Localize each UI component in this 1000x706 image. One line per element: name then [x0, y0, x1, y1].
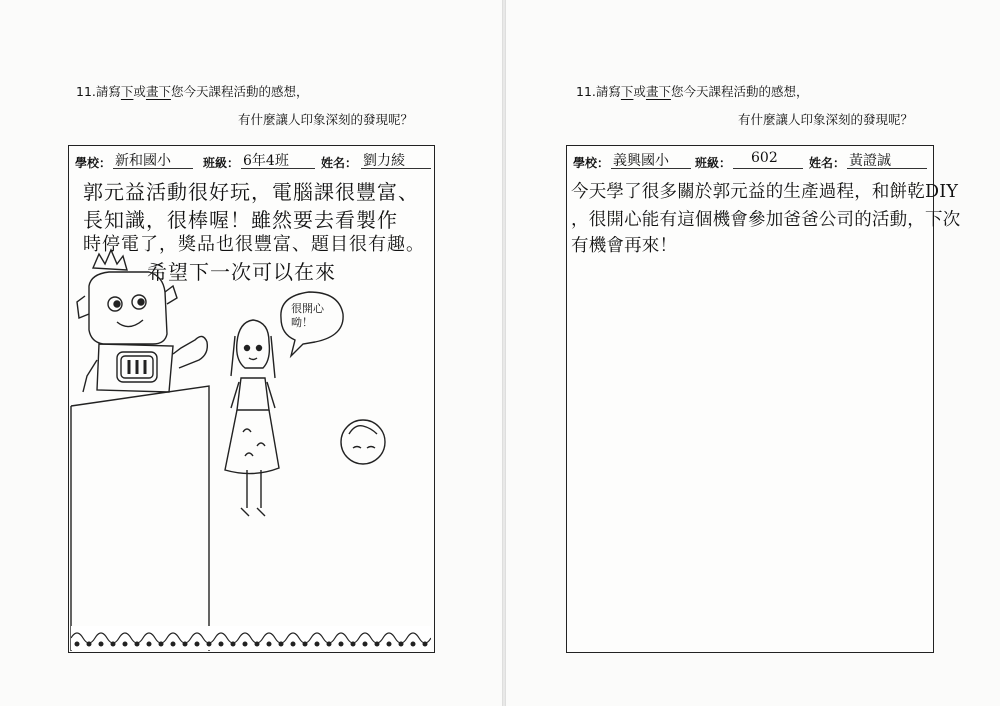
class-label: 班級： — [695, 156, 732, 170]
name-label: 姓名： — [809, 156, 846, 170]
girl-top — [237, 378, 269, 410]
response-card — [68, 145, 435, 653]
card-header — [567, 146, 933, 172]
girl-head — [237, 320, 270, 368]
class-value: 602 — [751, 150, 778, 166]
girl-dress — [225, 410, 279, 474]
handwritten-line: 有機會再來！ — [571, 236, 678, 256]
handwritten-line: 郭元益活動很好玩，電腦課很豐富、 — [83, 180, 419, 204]
name-label: 姓名： — [321, 156, 358, 170]
table-edge — [71, 386, 209, 651]
prompt-subquestion: 有什麼讓人印象深刻的發現呢？ — [238, 112, 414, 127]
robot-body — [97, 344, 173, 392]
name-value: 黃證誠 — [849, 153, 891, 169]
handwritten-line: 今天學了很多關於郭元益的生產過程，和餅乾DIY — [571, 182, 959, 202]
prompt-subquestion: 有什麼讓人印象深刻的發現呢？ — [738, 112, 914, 127]
class-value: 6年4班 — [243, 153, 289, 169]
school-label: 學校： — [573, 156, 610, 170]
decorative-border — [71, 626, 431, 650]
prompt-question: 11.請寫下或畫下您今天課程活動的感想， — [576, 84, 809, 99]
speech-bubble-text: 很開心呦！ — [291, 302, 324, 329]
prompt-question: 11.請寫下或畫下您今天課程活動的感想， — [76, 84, 309, 99]
handwritten-line: 時停電了，獎品也很豐富、題目很有趣。 — [83, 234, 425, 255]
school-value: 新和國小 — [115, 153, 171, 169]
school-value: 義興國小 — [613, 153, 669, 169]
response-card — [566, 145, 961, 653]
student-drawing — [69, 146, 433, 651]
handwritten-line: 長知識，很棒喔！雖然要去看製作 — [83, 208, 398, 232]
crown-icon — [93, 250, 127, 270]
name-value: 劉力綾 — [363, 153, 405, 169]
class-label: 班級： — [203, 156, 240, 170]
right-page — [506, 0, 1000, 706]
robot-head — [89, 272, 167, 344]
handwritten-line: 希望下一次可以在來 — [147, 260, 336, 284]
handwritten-line: ，很開心能有這個機會參加爸爸公司的活動，下次 — [571, 210, 961, 230]
school-label: 學校： — [75, 156, 112, 170]
